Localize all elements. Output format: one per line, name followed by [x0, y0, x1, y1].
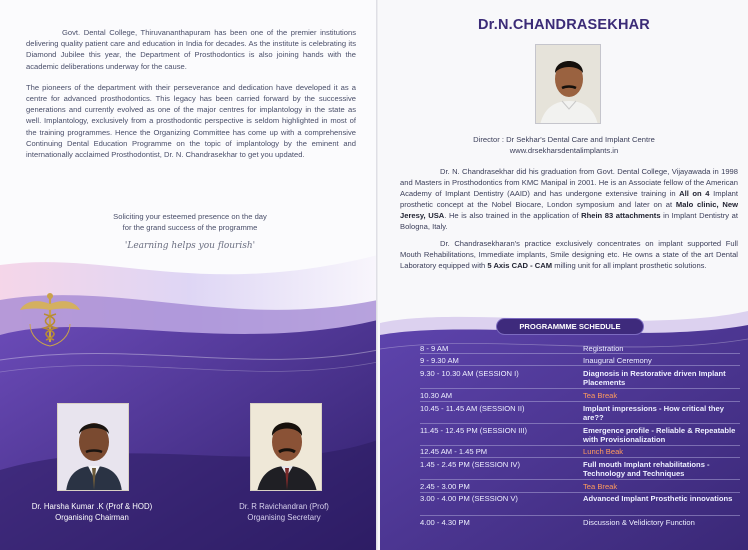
- schedule-divider: [420, 423, 740, 424]
- secretary-name: Dr. R Ravichandran (Prof): [239, 502, 329, 511]
- schedule-event: Emergence profile - Reliable & Repeatable with Provisionalization: [583, 426, 736, 444]
- chairman-photo: [57, 403, 129, 491]
- website-link[interactable]: www.drsekharsdentalimplants.in: [509, 146, 619, 155]
- director-block: [380, 134, 748, 156]
- schedule-divider: [420, 445, 740, 446]
- schedule-event: Inaugural Ceremony: [583, 356, 652, 365]
- schedule-time: 10.30 AM: [420, 391, 453, 400]
- schedule-divider: [420, 457, 740, 458]
- schedule-time: 3.00 - 4.00 PM (SESSION V): [420, 494, 518, 503]
- secretary-role: Organising Secretary: [247, 513, 321, 522]
- solicit-line: Soliciting your esteemed presence on the day: [113, 212, 267, 221]
- schedule-event: Registration: [583, 344, 624, 353]
- schedule-event: Tea Break: [583, 391, 618, 400]
- director-line: Director : Dr Sekhar's Dental Care and Implant Centre: [473, 135, 655, 144]
- schedule-divider: [420, 365, 740, 366]
- schedule-event: Discussion & Velidictory Function: [583, 518, 695, 527]
- bio-paragraph: Dr. N. Chandrasekhar did his graduation from Govt. Dental College, Vijayawada in 1998 and Masters in Prosthodontics from KMC Manipal in 2001. He is an Associate fellow of the American Academy of Implant Dentistry (AAID) and has undergone extensive training in All on 4 Implant prosthetic concept at the Nobel Biocare, London symposium and later on at Malo clinic, New Jeresy, USA. He is also trained in the application of Rhein 83 attachments in Implant Dentistry at Bologna, Italy.: [400, 167, 739, 231]
- schedule-event: Implant impressions - How critical they are??: [583, 404, 724, 422]
- schedule-title: PROGRAMMME SCHEDULE: [496, 318, 644, 335]
- schedule-event: Tea Break: [583, 482, 618, 491]
- intro-paragraph: The pioneers of the department with their perseverance and dedication have developed it as a centre for advanced prosthodontics. This legacy has been carried forward by the successive generations and currently evolved as one of the major centres for implantology in the state as well. Implantology, exclusively from a prosthodontic perspective is seldom highlighted in most of the training programmes. Hence the Organizing Committee has come up with a comprehensive Continuing Dental Education Programme on the topic of implantology by the eminent and internationally acclaimed Prosthodontist, Dr. N. Chandrasekhar to get you updated.: [26, 82, 356, 160]
- speaker-bio: [400, 167, 738, 279]
- chairman-role: Organising Chairman: [55, 513, 129, 522]
- motto: 'Learning helps you flourish': [124, 241, 256, 251]
- schedule-divider: [420, 515, 740, 516]
- schedule-divider: [420, 353, 740, 354]
- schedule-time: 2.45 - 3.00 PM: [420, 482, 470, 491]
- schedule-event: Diagnosis in Restorative driven Implant Placements: [583, 369, 726, 387]
- speaker-name: Dr.N.CHANDRASEKHAR: [478, 17, 650, 33]
- right-page: [380, 0, 748, 550]
- schedule-divider: [420, 492, 740, 493]
- schedule-time: 9.30 - 10.30 AM (SESSION I): [420, 369, 519, 378]
- schedule-time: 12.45 AM - 1.45 PM: [420, 447, 488, 456]
- schedule-event: Full mouth Implant rehabilitations - Technology and Techniques: [583, 460, 710, 478]
- chairman-name: Dr. Harsha Kumar .K (Prof & HOD): [31, 502, 153, 511]
- schedule-event: Lunch Beak: [583, 447, 624, 456]
- schedule-event: Advanced Implant Prosthetic innovations: [583, 494, 733, 503]
- schedule-time: 11.45 - 12.45 PM (SESSION III): [420, 426, 528, 435]
- schedule-time: 10.45 - 11.45 AM (SESSION II): [420, 404, 525, 413]
- bio-paragraph: Dr. Chandrasekharan's practice exclusively concentrates on implant supported Full Mouth Rehabilitations, Immediate implants, Smile designing etc. He owns a state of the art Dental Laboratory equipped with 5 Axis CAD - CAM milling unit for all implant prosthetic solutions.: [400, 239, 738, 271]
- schedule-time: 1.45 - 2.45 PM (SESSION IV): [420, 460, 521, 469]
- schedule-divider: [420, 388, 740, 389]
- solicit-line: for the grand success of the programme: [122, 223, 258, 233]
- schedule-time: 8 - 9 AM: [420, 344, 449, 353]
- speaker-photo: [535, 44, 601, 124]
- intro-paragraph: Govt. Dental College, Thiruvananthapuram has been one of the premier institutions delivering quality patient care and education in India for decades. As the institute is celebrating its Diamond Jubilee this year, the Department of Prosthodontics is also joining hands with the academic deliberations underway for the cause.: [26, 28, 356, 71]
- schedule-divider: [420, 401, 740, 402]
- schedule-time: 4.00 - 4.30 PM: [420, 518, 470, 527]
- schedule-time: 9 - 9.30 AM: [420, 356, 459, 365]
- schedule-divider: [420, 479, 740, 480]
- caduceus-emblem-icon: [18, 290, 82, 350]
- secretary-photo: [250, 403, 322, 491]
